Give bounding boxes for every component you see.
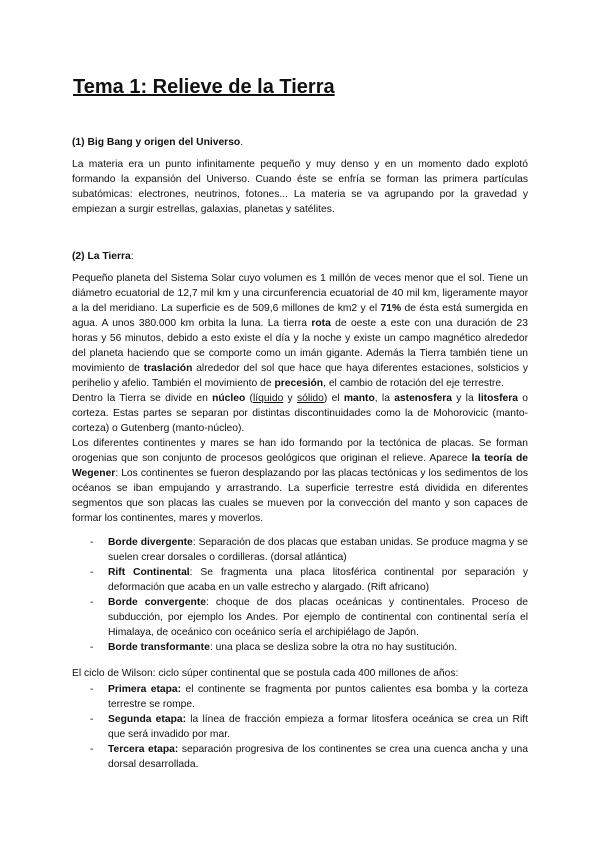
bold-term: Rift Continental [108, 567, 190, 578]
dash-bullet: - [90, 597, 94, 608]
bold-term: Borde transformante [108, 642, 210, 653]
text-run: , la [374, 393, 395, 404]
paragraph-planeta [72, 271, 528, 391]
bold-term: Borde convergente [108, 597, 207, 608]
text-run: o corteza. Estas partes se separan por distintas discontinuidades como la de Mohorovicic (manto-corteza) o Gutenberg (manto-núcleo). [72, 393, 529, 434]
bold-term: núcleo [212, 393, 246, 404]
section-heading-big-bang [72, 135, 528, 150]
bold-term: Borde divergente [108, 537, 193, 548]
bold-term: traslación [143, 363, 193, 374]
heading-punct: : [130, 251, 134, 262]
list-item [72, 565, 528, 595]
bold-term: Segunda etapa: [108, 714, 187, 725]
underlined-term: líquido [252, 393, 284, 404]
text-run: la línea de fracción empieza a formar litosfera oceánica se crea un Rift que será invadido por mar. [108, 714, 528, 740]
bullet-list-etapas [72, 682, 528, 772]
underlined-term: sólido [296, 393, 324, 404]
text-run: ) el [323, 393, 344, 404]
bullet-list-bordes [72, 535, 528, 655]
dash-bullet: - [90, 714, 94, 725]
text-run: ( [245, 393, 253, 404]
list-item [72, 535, 528, 565]
section-heading-tierra [72, 249, 528, 264]
bold-term: rota [311, 318, 331, 329]
section-heading-text: (2) La Tierra [72, 251, 131, 262]
text-run: de oeste a este con una duración de 23 horas y 56 minutos, debido a esto existe el día y la noche y existe un campo magnético alrededor del planeta haciendo que se comporte como un imán gigante. Además la Tierra también tiene un movimiento de [72, 318, 529, 374]
section-body-big-bang [72, 157, 528, 217]
paragraph: La materia era un punto infinitamente pequeño y muy denso y en un momento dado explotó formando la expansión del Universo. Cuando éste se enfría se forman las primera partículas subatómicas: electrones, neutrinos, fotones... La materia se va agrupando por la gravedad y empiezan a surgir estrellas, galaxias, planetas y satélites. [72, 159, 528, 215]
bold-term: 71% [380, 303, 402, 314]
page-title: Tema 1: Relieve de la Tierra [73, 76, 335, 98]
bold-term: manto [343, 393, 375, 404]
text-run: : una placa se desliza sobre la otra no hay sustitución. [209, 642, 458, 653]
text-run: el continente se fragmenta por puntos calientes esa bomba y la corteza terrestre se rompe. [108, 684, 528, 710]
bold-term: precesión [274, 378, 324, 389]
list-item [72, 712, 528, 742]
bold-term: litosfera [477, 393, 519, 404]
list-item [72, 682, 528, 712]
dash-bullet: - [90, 684, 94, 695]
dash-bullet: - [90, 744, 94, 755]
bold-term: la teoría de Wegener [72, 453, 528, 479]
heading-punct: . [240, 137, 244, 148]
list-item [72, 742, 528, 772]
text-run: alrededor del sol que hace que haya diferentes estaciones, solsticios y perihelio y afelio. También el movimiento de [72, 363, 528, 389]
bold-term: Tercera etapa: [108, 744, 179, 755]
wilson-intro: El ciclo de Wilson: ciclo súper continental que se postula cada 400 millones de años: [72, 668, 459, 679]
text-run: y la [452, 393, 478, 404]
paragraph-tectonica [72, 436, 528, 526]
dash-bullet: - [90, 537, 94, 548]
text-run: : choque de dos placas oceánicas y continentales. Proceso de subducción, por ejemplo los Andes. Por ejemplo de continental con continental sería el Himalaya, de oceánico con oceánico sería el archipiélago de Japón. [108, 597, 528, 638]
section-heading-text: (1) Big Bang y origen del Universo [72, 137, 241, 148]
dash-bullet: - [90, 567, 94, 578]
text-run: Pequeño planeta del Sistema Solar cuyo volumen es 1 millón de veces menor que el sol. Tiene un diámetro ecuatorial de 12,7 mil km y una circunferencia ecuatorial de 40 mil km, ligeramente mayor a la del meridiano. La superficie es de 509,6 millones de km2 y el [72, 273, 528, 314]
bold-term: astenosfera [394, 393, 452, 404]
text-run: , el cambio de rotación del eje terrestre. [323, 378, 504, 389]
dash-bullet: - [90, 642, 94, 653]
text-run: separación progresiva de los continentes se crea una cuenca ancha y una dorsal desarrollada. [108, 744, 529, 770]
list-item [72, 640, 528, 655]
text-run: : Se fragmenta una placa litosférica continental por separación y deformación que acaba en un valle estrecho y alargado. (Rift africano) [108, 567, 528, 593]
section-body-tierra [72, 271, 528, 526]
text-run: : Separación de dos placas que estaban unidas. Se produce magma y se suelen crear dorsales o cordilleras. (dorsal atlántica) [108, 537, 528, 563]
bold-term: Primera etapa: [108, 684, 182, 695]
paragraph-capas [72, 391, 528, 436]
text-run: Dentro la Tierra se divide en [72, 393, 213, 404]
text-run: : Los continentes se fueron desplazando por las placas tectónicas y los sedimentos de los océanos se iban empujando y arrastrando. La superficie terrestre está dividida en diferentes segmentos que son placas las cuales se mueven por la convección del manto y son capaces de formar los continentes, mares y moverlos. [72, 468, 528, 524]
text-run: Los diferentes continentes y mares se han ido formando por la tectónica de placas. Se forman orogenias que son conjunto de procesos geológicos que originan el relieve. Aparece [72, 438, 528, 464]
text-run: de ésta está sumergida en agua. A unos 380.000 km orbita la luna. La tierra [72, 303, 528, 329]
text-run: y [283, 393, 297, 404]
list-item [72, 595, 528, 640]
